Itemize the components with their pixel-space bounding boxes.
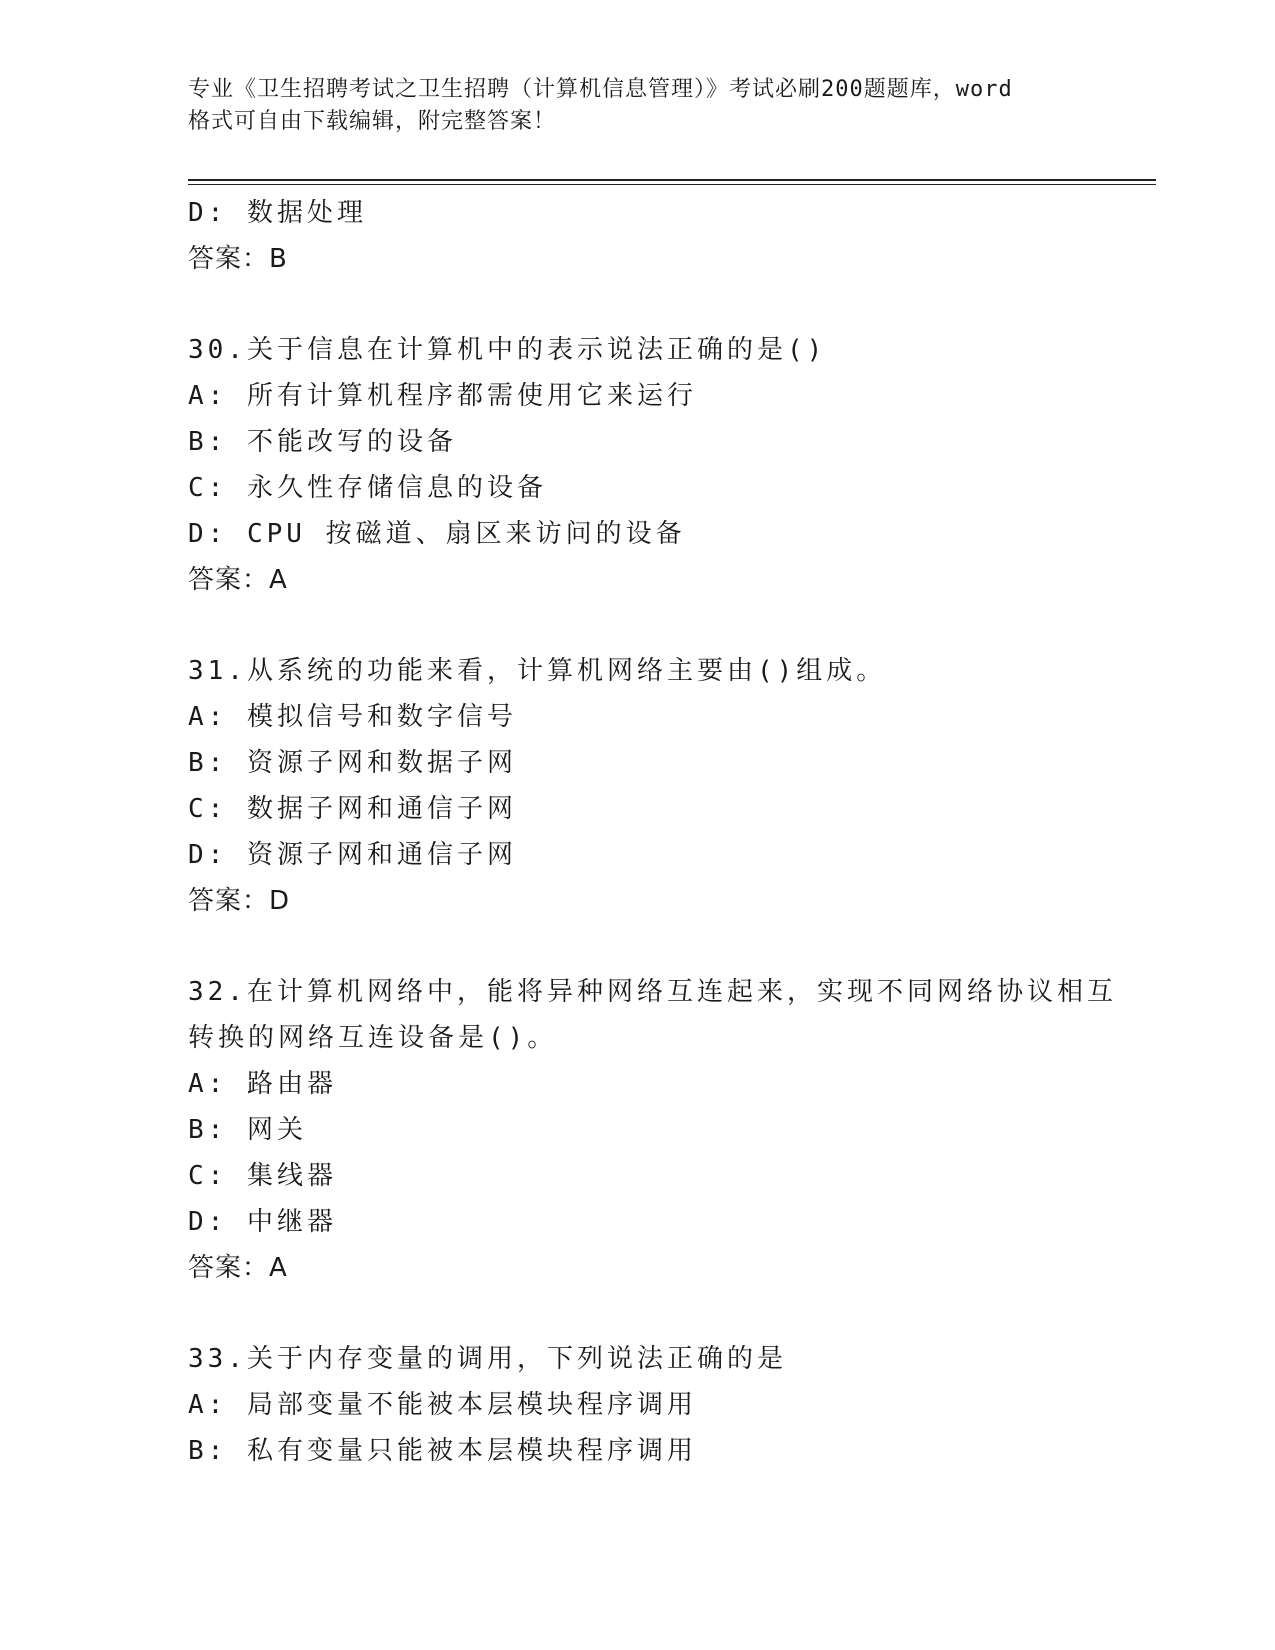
- option-b: B: 不能改写的设备: [188, 427, 457, 457]
- question-stem: 33.关于内存变量的调用，下列说法正确的是: [188, 1344, 787, 1374]
- option-a: A: 模拟信号和数字信号: [188, 702, 517, 732]
- option-c: C: 集线器: [188, 1161, 337, 1191]
- spacer: [188, 924, 1088, 969]
- option-b: B: 资源子网和数据子网: [188, 748, 517, 778]
- answer-line: 答案：A: [188, 1253, 288, 1283]
- question-30: [188, 327, 1088, 603]
- header-divider-thin: [188, 184, 1156, 185]
- question-stem-line-2: 转换的网络互连设备是()。: [188, 1023, 558, 1053]
- question-stem-line-1: 32.在计算机网络中，能将异种网络互连起来，实现不同网络协议相互: [188, 977, 1117, 1007]
- option-c: C: 数据子网和通信子网: [188, 794, 517, 824]
- spacer: [188, 1291, 1088, 1336]
- question-list: [188, 190, 1117, 1474]
- header-title-line-2: 格式可自由下载编辑，附完整答案！: [188, 109, 557, 134]
- answer-line: 答案：B: [188, 244, 288, 274]
- option-b: B: 网关: [188, 1115, 307, 1145]
- question-stem: 31.从系统的功能来看，计算机网络主要由()组成。: [188, 656, 887, 686]
- option-b: B: 私有变量只能被本层模块程序调用: [188, 1436, 697, 1466]
- document-header: [188, 74, 1088, 138]
- option-d: D: 资源子网和通信子网: [188, 840, 517, 870]
- spacer: [188, 282, 1088, 327]
- question-stem: 30.关于信息在计算机中的表示说法正确的是(): [188, 335, 827, 365]
- option-d: D: 数据处理: [188, 198, 367, 228]
- option-c: C: 永久性存储信息的设备: [188, 473, 547, 503]
- question-31: [188, 648, 1088, 924]
- option-a: A: 路由器: [188, 1069, 337, 1099]
- header-title-line-1: 专业《卫生招聘考试之卫生招聘（计算机信息管理）》考试必刷200题题库，word: [188, 77, 1013, 102]
- question-32: [188, 969, 1117, 1291]
- answer-line: 答案：D: [188, 886, 291, 916]
- option-d: D: CPU 按磁道、扇区来访问的设备: [188, 519, 686, 549]
- header-divider-thick: [188, 179, 1156, 181]
- spacer: [188, 603, 1088, 648]
- answer-line: 答案：A: [188, 565, 288, 595]
- option-d: D: 中继器: [188, 1207, 337, 1237]
- option-a: A: 所有计算机程序都需使用它来运行: [188, 381, 697, 411]
- question-33: [188, 1336, 1088, 1474]
- option-a: A: 局部变量不能被本层模块程序调用: [188, 1390, 697, 1420]
